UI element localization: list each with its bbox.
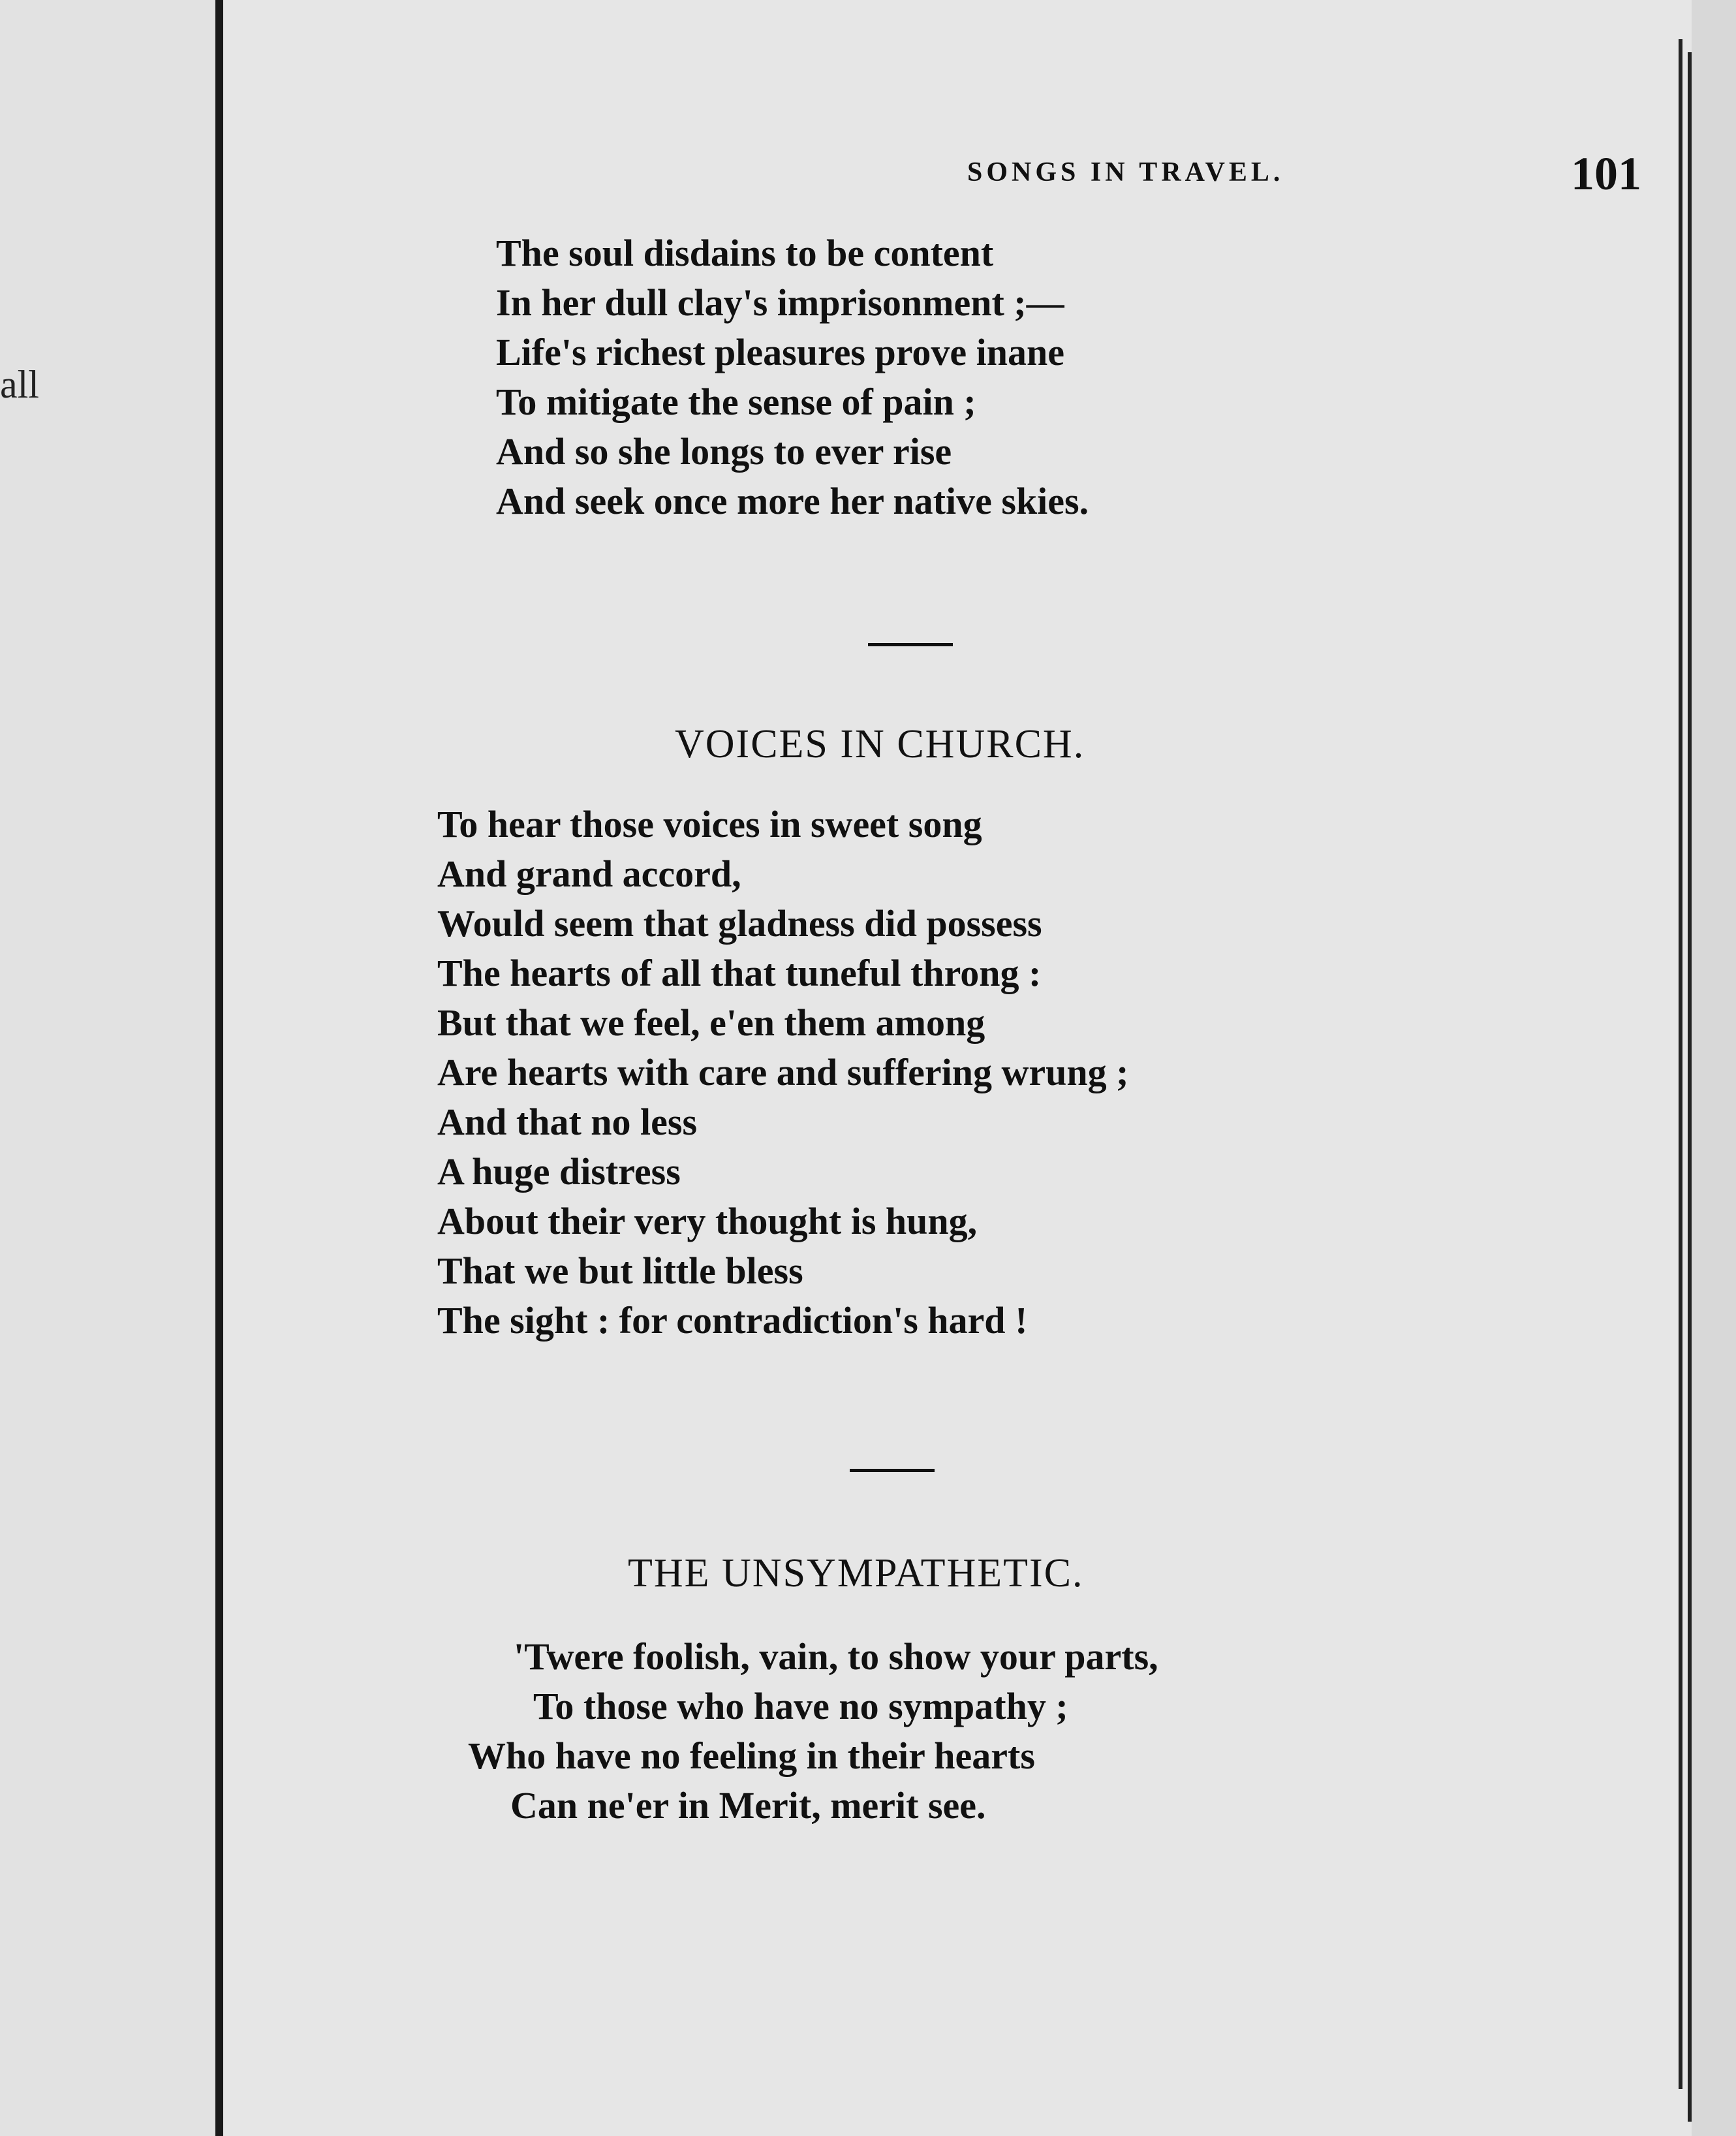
facing-page — [0, 0, 215, 2136]
stanza-continued — [496, 228, 1089, 526]
verse-line: But that we feel, e'en them among — [437, 1001, 985, 1044]
verse-line: And so she longs to ever rise — [496, 430, 952, 473]
poem-title: THE UNSYMPATHETIC. — [628, 1551, 1084, 1595]
verse-line: And that no less — [437, 1101, 698, 1143]
verse-line: A huge distress — [437, 1150, 681, 1193]
verse-line: Can ne'er in Merit, merit see. — [510, 1784, 986, 1827]
page-edge-line — [1679, 39, 1682, 2089]
book-page — [223, 0, 1692, 2136]
section-divider — [850, 1469, 935, 1472]
verse-line: 'Twere foolish, vain, to show your parts, — [514, 1635, 1158, 1678]
verse-line: And seek once more her native skies. — [496, 480, 1089, 522]
verse-line: Who have no feeling in their hearts — [468, 1735, 1035, 1777]
verse-line: Life's richest pleasures prove inane — [496, 331, 1065, 373]
verse-line: The sight : for contradiction's hard ! — [437, 1299, 1028, 1342]
page-edge-line — [1688, 52, 1692, 2122]
verse-line: Would seem that gladness did possess — [437, 902, 1042, 945]
verse-line: And grand accord, — [437, 853, 741, 895]
facing-page-fragment: all — [0, 363, 39, 406]
verse-line: In her dull clay's imprisonment ;— — [496, 281, 1064, 324]
section-divider — [868, 643, 953, 646]
poem-title: VOICES IN CHURCH. — [675, 722, 1085, 766]
verse-line: To hear those voices in sweet song — [437, 803, 982, 845]
verse-line: To those who have no sympathy ; — [533, 1685, 1068, 1727]
verse-line: The soul disdains to be content — [496, 232, 994, 274]
book-gutter — [215, 0, 223, 2136]
verse-line: The hearts of all that tuneful throng : — [437, 952, 1042, 994]
page-number: 101 — [1571, 148, 1641, 200]
verse-line: About their very thought is hung, — [437, 1200, 978, 1242]
running-head: SONGS IN TRAVEL. — [967, 157, 1284, 187]
verse-line: Are hearts with care and suffering wrung ; — [437, 1051, 1129, 1093]
verse-line: That we but little bless — [437, 1249, 803, 1292]
verse-line: To mitigate the sense of pain ; — [496, 381, 976, 423]
poem-body — [437, 800, 1129, 1345]
poem-body — [468, 1632, 1158, 1830]
